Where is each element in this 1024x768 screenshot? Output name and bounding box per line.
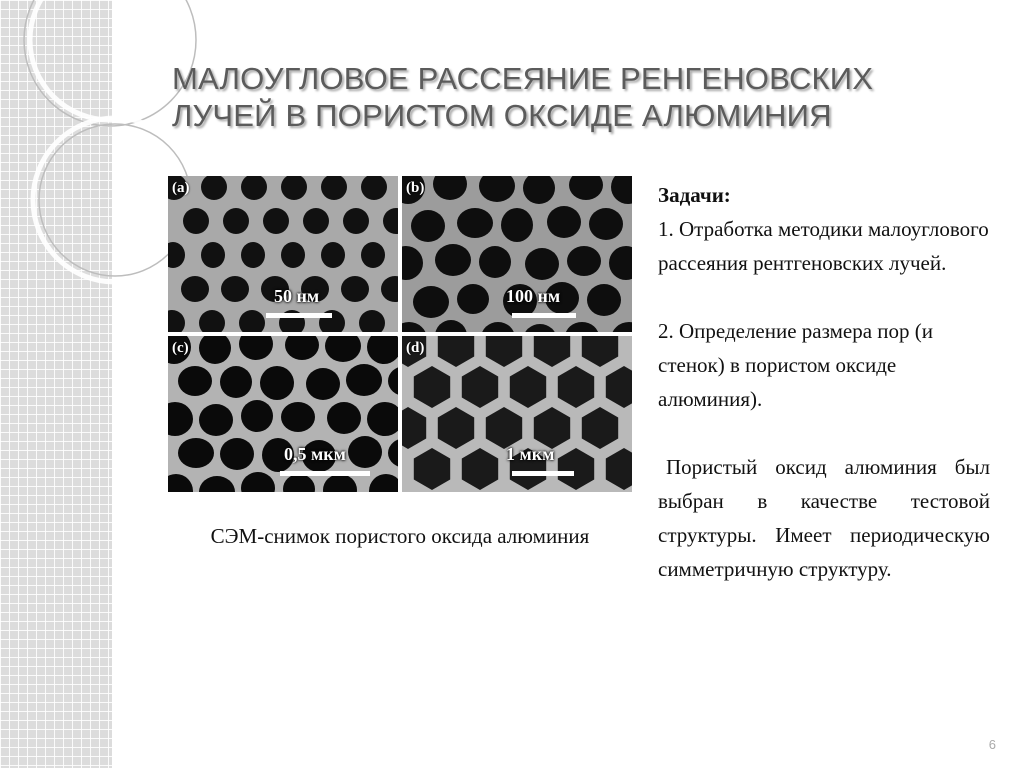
pore	[479, 246, 511, 278]
sem-image	[168, 176, 632, 492]
pore	[181, 276, 209, 302]
figure-caption: СЭМ-снимок пористого оксида алюминия	[210, 524, 590, 548]
pore	[220, 366, 252, 398]
task-item-2: 2. Определение размера пор (и стенок) в пористом оксиде алюминия).	[658, 319, 934, 411]
pore	[178, 438, 214, 468]
scale-bar-d	[512, 471, 574, 476]
pore	[525, 248, 559, 280]
sem-panel-c	[168, 336, 398, 492]
panel-label-a: (a)	[172, 180, 190, 196]
pore	[587, 284, 621, 316]
scale-bar-a	[266, 313, 332, 318]
pore	[178, 366, 212, 396]
pore	[199, 404, 233, 436]
sem-panel-a-image	[168, 176, 398, 332]
panel-label-c: (c)	[172, 340, 189, 356]
sem-panel-a	[168, 176, 398, 332]
sem-panel-b-image	[402, 176, 632, 332]
scale-bar-c	[280, 471, 370, 476]
pore	[343, 208, 369, 234]
page-number: 6	[988, 737, 996, 752]
pore	[321, 242, 345, 268]
pore	[567, 246, 601, 276]
pore	[221, 276, 249, 302]
pore	[348, 436, 382, 468]
pore	[303, 208, 329, 234]
sem-panel-b	[402, 176, 632, 332]
pore	[281, 242, 305, 268]
pore	[341, 276, 369, 302]
scale-label-c: 0,5 мкм	[284, 444, 346, 464]
tasks-heading: Задачи:	[658, 183, 731, 207]
pore	[457, 284, 489, 314]
slide-title: МАЛОУГЛОВОЕ РАССЕЯНИЕ РЕНГЕНОВСКИХ ЛУЧЕЙ В ПОРИСТОМ ОКСИДЕ АЛЮМИНИЯ	[172, 61, 874, 133]
pore	[547, 206, 581, 238]
pore	[457, 208, 493, 238]
pore	[260, 366, 294, 400]
scale-label-d: 1 мкм	[506, 444, 555, 464]
task-item-1: 1. Отработка методики малоуглового рассеяния рентгеновских лучей.	[658, 217, 989, 275]
pore	[220, 438, 254, 470]
panel-label-d: (d)	[406, 340, 425, 356]
pore	[589, 208, 623, 240]
pore	[306, 368, 340, 400]
pore	[241, 400, 273, 432]
panel-label-b: (b)	[406, 180, 425, 196]
pore	[361, 242, 385, 268]
pore	[435, 244, 471, 276]
scale-label-b: 100 нм	[506, 286, 561, 306]
scale-label-a: 50 нм	[274, 286, 320, 306]
scale-bar-b	[512, 313, 576, 318]
pore	[263, 208, 289, 234]
sem-panel-d-image	[402, 336, 632, 492]
pore	[327, 402, 361, 434]
pore	[183, 208, 209, 234]
pore	[223, 208, 249, 234]
tasks-block	[658, 178, 990, 586]
pore	[501, 208, 533, 242]
pore	[411, 210, 445, 242]
pore	[413, 286, 449, 318]
pore	[346, 364, 382, 396]
structure-paragraph: Пористый оксид алюминия был выбран в качестве тестовой структуры. Имеет периодическую симметричную структуру.	[658, 455, 990, 581]
sem-panel-d	[402, 336, 632, 492]
pore	[241, 242, 265, 268]
pore	[281, 402, 315, 432]
sem-panel-c-image	[168, 336, 398, 492]
pore	[201, 242, 225, 268]
